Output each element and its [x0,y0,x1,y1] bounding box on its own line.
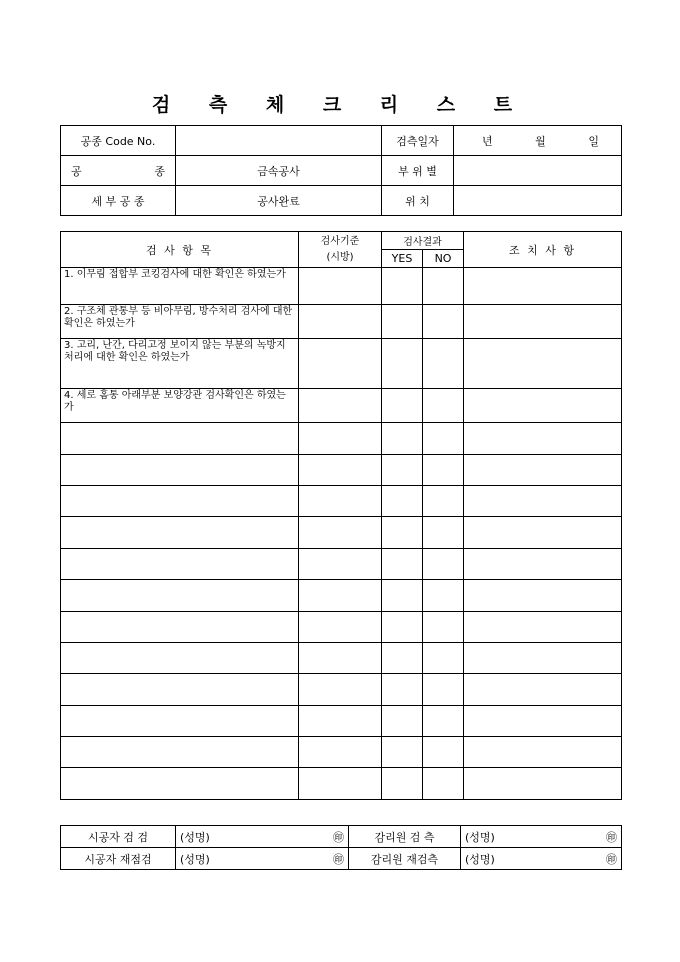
col-header-item: 검 사 항 목 [61,232,299,268]
no-cell[interactable] [423,768,464,800]
action-cell[interactable] [464,549,622,580]
yes-cell[interactable] [382,643,423,674]
checklist-item-text [61,643,299,674]
standard-cell[interactable] [299,423,382,455]
yes-cell[interactable] [382,339,423,389]
page-title: 검 측 체 크 리 스 트 [151,94,529,116]
standard-cell[interactable] [299,768,382,800]
work-type-field[interactable]: 금속공사 [176,156,382,186]
yes-cell[interactable] [382,768,423,800]
yes-cell[interactable] [382,706,423,737]
no-cell[interactable] [423,580,464,612]
checklist-item-label: 4. 세로 홈통 아래부분 보양강관 검사확인은 하였는가 [64,390,286,413]
contractor-inspect-label: 시공자 검 검 [61,826,176,848]
checklist-row [61,339,622,389]
supervisor-inspect-label: 감리원 검 측 [349,826,461,848]
action-cell[interactable] [464,455,622,486]
yes-cell[interactable] [382,486,423,517]
checklist-item-text [61,423,299,455]
supervisor-reinspect-label: 감리원 재검측 [349,848,461,870]
inspection-date-label: 검측일자 [382,126,454,156]
col-header-no: NO [423,250,464,268]
checklist-item-label: 2. 구조체 관통부 등 비아무림, 방수처리 검사에 대한 확인은 하였는가 [64,306,293,329]
checklist-item-text [61,486,299,517]
checklist-row [61,643,622,674]
action-cell[interactable] [464,339,622,389]
name-placeholder: (성명) [180,830,210,844]
location-label: 위 치 [382,186,454,216]
yes-cell[interactable] [382,423,423,455]
date-day-label: 일 [588,134,599,148]
checklist-row [61,486,622,517]
sub-work-label: 세 부 공 종 [61,186,176,216]
checklist-item-text [61,737,299,768]
yes-cell[interactable] [382,612,423,643]
no-cell[interactable] [423,339,464,389]
sub-work-field[interactable]: 공사완료 [176,186,382,216]
checklist-item-label: 1. 이무림 접합부 코킹검사에 대한 확인은 하였는가 [64,269,286,280]
yes-cell[interactable] [382,389,423,423]
part-label: 부 위 별 [382,156,454,186]
yes-cell[interactable] [382,268,423,305]
checklist-row [61,580,622,612]
standard-cell[interactable] [299,389,382,423]
checklist-row [61,768,622,800]
name-placeholder: (성명) [465,852,495,866]
no-cell[interactable] [423,706,464,737]
seal-icon: ㊞ [606,852,617,866]
no-cell[interactable] [423,455,464,486]
yes-cell[interactable] [382,674,423,706]
standard-cell[interactable] [299,643,382,674]
checklist-item-text [61,706,299,737]
standard-cell[interactable] [299,549,382,580]
no-cell[interactable] [423,305,464,339]
checklist-row [61,612,622,643]
action-cell[interactable] [464,706,622,737]
work-type-label: 공 종 [61,156,176,186]
checklist-row [61,305,622,339]
standard-cell[interactable] [299,674,382,706]
checklist-item-text [61,339,299,389]
part-field[interactable] [454,156,622,186]
standard-cell[interactable] [299,580,382,612]
action-cell[interactable] [464,305,622,339]
standard-cell[interactable] [299,517,382,549]
standard-cell[interactable] [299,706,382,737]
no-cell[interactable] [423,674,464,706]
yes-cell[interactable] [382,549,423,580]
col-header-standard-line1: 검사기준 [320,235,360,247]
info-table [60,125,622,216]
standard-cell[interactable] [299,612,382,643]
action-cell[interactable] [464,612,622,643]
checklist-item-text [61,768,299,800]
checklist-item-text [61,549,299,580]
yes-cell[interactable] [382,517,423,549]
no-cell[interactable] [423,268,464,305]
action-cell[interactable] [464,389,622,423]
standard-cell[interactable] [299,455,382,486]
date-month-label: 월 [535,134,546,148]
col-header-standard [299,232,382,268]
yes-cell[interactable] [382,455,423,486]
col-header-standard-line2: (시방) [326,251,354,263]
checklist-row [61,455,622,486]
contractor-reinspect-signature[interactable] [176,848,349,870]
no-cell[interactable] [423,517,464,549]
checklist-row [61,674,622,706]
checklist-item-text [61,268,299,305]
no-cell[interactable] [423,643,464,674]
checklist-table [60,231,622,800]
seal-icon: ㊞ [333,852,344,866]
standard-cell[interactable] [299,268,382,305]
checklist-row [61,423,622,455]
checklist-item-text [61,455,299,486]
supervisor-inspect-signature[interactable] [461,826,622,848]
checklist-item-text [61,580,299,612]
inspection-date-field[interactable] [454,126,622,156]
checklist-row [61,549,622,580]
checklist-row [61,268,622,305]
name-placeholder: (성명) [465,830,495,844]
name-placeholder: (성명) [180,852,210,866]
no-cell[interactable] [423,486,464,517]
yes-cell[interactable] [382,305,423,339]
col-header-result: 검사결과 [382,232,464,250]
action-cell[interactable] [464,268,622,305]
standard-cell[interactable] [299,737,382,768]
yes-cell[interactable] [382,580,423,612]
standard-cell[interactable] [299,305,382,339]
no-cell[interactable] [423,737,464,768]
checklist-row [61,389,622,423]
checklist-item-text [61,517,299,549]
signature-table [60,825,622,870]
work-code-field[interactable] [176,126,382,156]
action-cell[interactable] [464,486,622,517]
no-cell[interactable] [423,612,464,643]
contractor-inspect-signature[interactable] [176,826,349,848]
action-cell[interactable] [464,737,622,768]
action-cell[interactable] [464,674,622,706]
checklist-row [61,706,622,737]
standard-cell[interactable] [299,486,382,517]
seal-icon: ㊞ [333,830,344,844]
checklist-row [61,737,622,768]
work-code-label: 공종 Code No. [61,126,176,156]
col-header-action: 조 치 사 항 [464,232,622,268]
no-cell[interactable] [423,549,464,580]
action-cell[interactable] [464,517,622,549]
action-cell[interactable] [464,768,622,800]
checklist-item-text [61,389,299,423]
checklist-item-text [61,305,299,339]
no-cell[interactable] [423,423,464,455]
contractor-reinspect-label: 시공자 재점검 [61,848,176,870]
action-cell[interactable] [464,423,622,455]
location-field[interactable] [454,186,622,216]
col-header-yes: YES [382,250,423,268]
seal-icon: ㊞ [606,830,617,844]
no-cell[interactable] [423,389,464,423]
action-cell[interactable] [464,643,622,674]
checklist-row [61,517,622,549]
checklist-item-text [61,674,299,706]
supervisor-reinspect-signature[interactable] [461,848,622,870]
checklist-item-label: 3. 고리, 난간, 다리고정 보이지 않는 부분의 녹방지 처리에 대한 확인은 하였는가 [64,340,286,363]
standard-cell[interactable] [299,339,382,389]
date-year-label: 년 [482,134,493,148]
yes-cell[interactable] [382,737,423,768]
checklist-item-text [61,612,299,643]
action-cell[interactable] [464,580,622,612]
